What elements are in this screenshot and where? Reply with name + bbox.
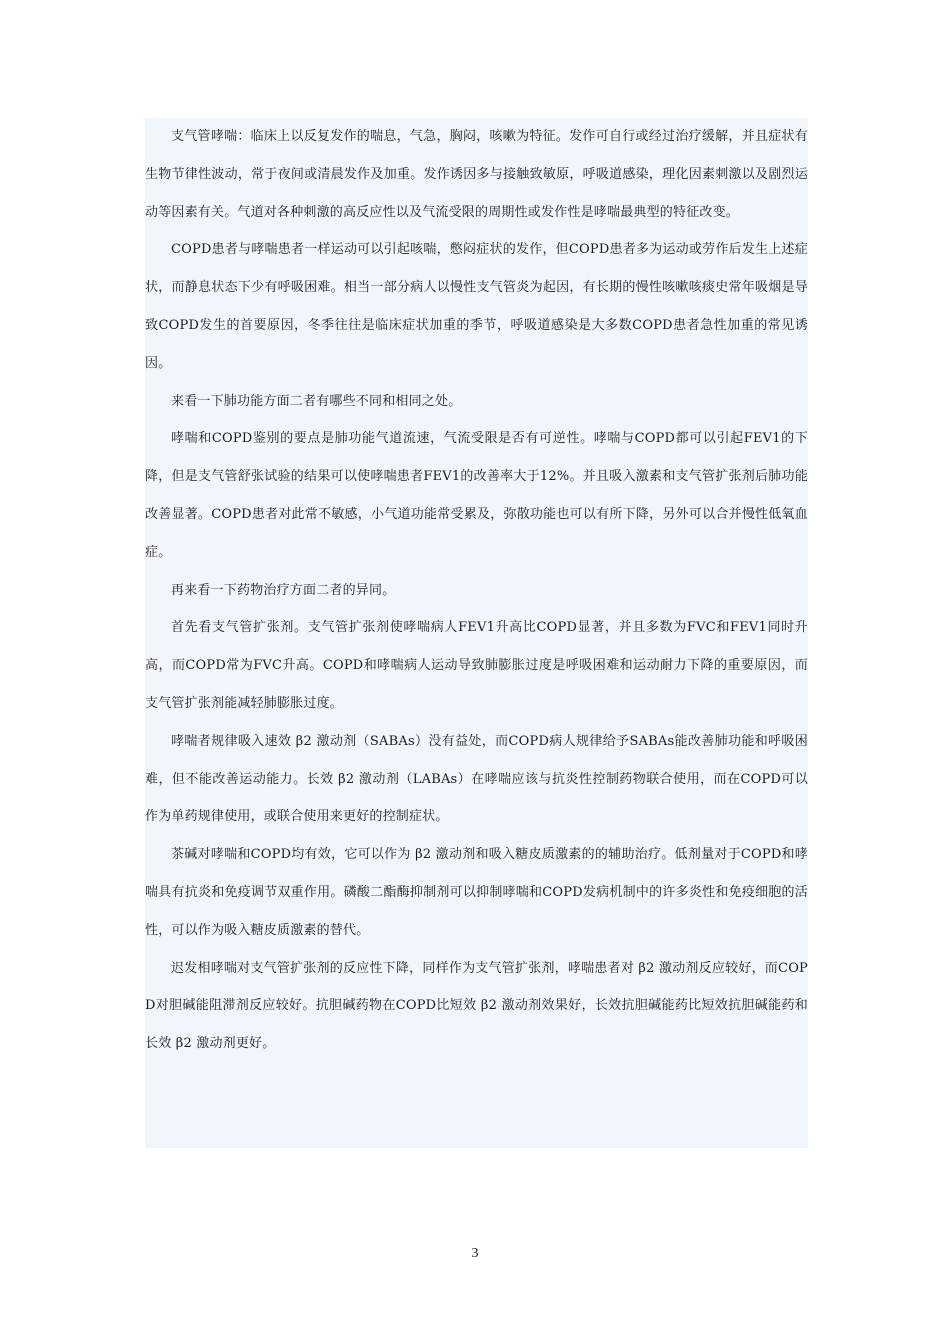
paragraph-anticholinergics: 迟发相哮喘对支气管扩张剂的反应性下降，同样作为支气管扩张剂，哮喘患者对 β2 激动剂反应较好，而COPD对胆碱能阻滞剂反应较好。抗胆碱药物在COPD比短效 β2 激动剂效果好，长效抗胆碱能药比短效抗胆碱能药和长效 β2 激动剂更好。 xyxy=(145,960,808,1052)
paragraph-beta2-agonists: 哮喘者规律吸入速效 β2 激动剂（SABAs）没有益处，而COPD病人规律给予SABAs能改善肺功能和呼吸困难，但不能改善运动能力。长效 β2 激动剂（LABAs）在哮喘应该与抗炎性控制药物联合使用，而在COPD可以作为单药规律使用，或联合使用来更好的控制症状。 xyxy=(145,733,808,825)
paragraph-lung-function-intro: 来看一下肺功能方面二者有哪些不同和相同之处。 xyxy=(171,393,462,409)
paragraph-lung-function-difference: 哮喘和COPD鉴别的要点是肺功能气道流速，气流受限是否有可逆性。哮喘与COPD都可以引起FEV1的下降，但是支气管舒张试验的结果可以使哮喘患者FEV1的改善率大于12%。并且吸入激素和支气管扩张剂后肺功能改善显著。COPD患者对此常不敏感，小气道功能常受累及，弥散功能也可以有所下降，另外可以合并慢性低氧血症。 xyxy=(145,431,808,560)
page-number: 3 xyxy=(471,1246,479,1261)
paragraph-drug-treatment-intro: 再来看一下药物治疗方面二者的异同。 xyxy=(171,582,396,598)
paragraph-theophylline: 茶碱对哮喘和COPD均有效，它可以作为 β2 激动剂和吸入糖皮质激素的的辅助治疗。低剂量对于COPD和哮喘具有抗炎和免疫调节双重作用。磷酸二酯酶抑制剂可以抑制哮喘和COPD发病机制中的许多炎性和免疫细胞的活性，可以作为吸入糖皮质激素的替代。 xyxy=(145,847,808,938)
paragraph-asthma-definition: 支气管哮喘：临床上以反复发作的喘息，气急，胸闷，咳嗽为特征。发作可自行或经过治疗缓解，并且症状有生物节律性波动，常于夜间或清晨发作及加重。发作诱因多与接触致敏原，呼吸道感染，理化因素刺激以及剧烈运动等因素有关。气道对各种刺激的高反应性以及气流受限的周期性或发作性是哮喘最典型的特征改变。 xyxy=(145,129,808,220)
body-text xyxy=(145,118,808,1063)
paragraph-bronchodilators: 首先看支气管扩张剂。支气管扩张剂使哮喘病人FEV1升高比COPD显著，并且多数为FVC和FEV1同时升高，而COPD常为FVC升高。COPD和哮喘病人运动导致肺膨胀过度是呼吸困难和运动耐力下降的重要原因，而支气管扩张剂能减轻肺膨胀过度。 xyxy=(145,620,808,711)
paragraph-copd-symptoms: COPD患者与哮喘患者一样运动可以引起咳喘，憋闷症状的发作，但COPD患者多为运动或劳作后发生上述症状，而静息状态下少有呼吸困难。相当一部分病人以慢性支气管炎为起因，有长期的慢性咳嗽咳痰史常年吸烟是导致COPD发生的首要原因，冬季往往是临床症状加重的季节，呼吸道感染是大多数COPD患者急性加重的常见诱因。 xyxy=(145,242,808,371)
